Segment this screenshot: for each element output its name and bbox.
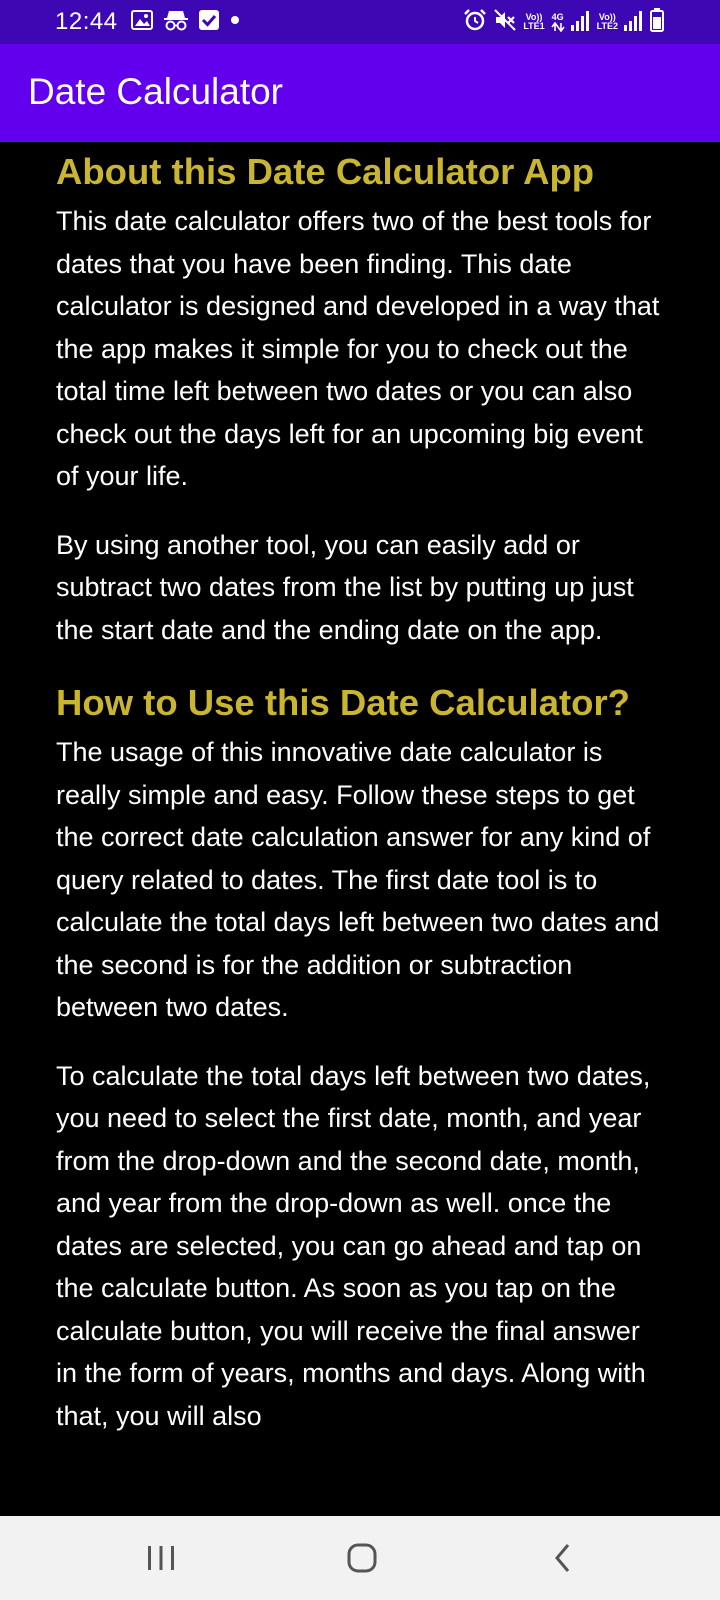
about-heading: About this Date Calculator App xyxy=(56,151,595,192)
signal-icon xyxy=(571,9,591,36)
status-right-icons xyxy=(463,8,664,36)
home-icon xyxy=(346,1543,378,1573)
sim2-bottom-label: LTE2 xyxy=(596,21,618,31)
back-button[interactable] xyxy=(533,1534,593,1582)
volte-lte1-icon xyxy=(523,13,544,31)
howto-paragraph-1: The usage of this innovative date calculator is really simple and easy. Follow these steps to get the correct date calculation answer for any kind of query related to dates. The first date tool is to calculate the total days left between two dates and the second is for the addition or subtraction between two dates. xyxy=(56,737,660,1022)
about-paragraph-2: By using another tool, you can easily add or subtract two dates from the list by putting up just the start date and the ending date on the app. xyxy=(56,529,634,645)
mute-icon xyxy=(493,8,517,37)
scroll-content[interactable] xyxy=(0,142,720,1516)
checkbox-icon xyxy=(199,10,219,35)
battery-icon xyxy=(650,8,664,37)
content-body xyxy=(56,146,666,1437)
recents-icon xyxy=(146,1545,176,1571)
status-bar xyxy=(0,0,720,44)
network-type-label: 4G xyxy=(551,11,564,22)
dot-icon xyxy=(229,13,241,31)
home-button[interactable] xyxy=(332,1534,392,1582)
4g-data-icon xyxy=(551,13,565,32)
volte-lte2-icon xyxy=(597,13,618,31)
back-icon xyxy=(552,1543,574,1573)
sim1-bottom-label: LTE1 xyxy=(523,21,545,31)
howto-paragraph-2: To calculate the total days left between two dates, you need to select the first date, month, and year from the drop-down and the second date, month, and year from the drop-down as well. once the dates are selected, you can go ahead and tap on the calculate button. As soon as you tap on the calculate button, you will receive the final answer in the form of years, months and days. Along with that, you will also xyxy=(56,1060,651,1431)
sim2-top-label: Vo)) xyxy=(598,12,616,22)
howto-heading: How to Use this Date Calculator? xyxy=(56,682,630,723)
alarm-icon xyxy=(463,8,487,37)
about-paragraph-1: This date calculator offers two of the best tools for dates that you have been finding. This date calculator is designed and developed in a way that the app makes it simple for you to check out the total time left between two dates or you can also check out the days left for an upcoming big event of your life. xyxy=(56,206,660,491)
app-bar xyxy=(0,44,720,142)
sim1-top-label: Vo)) xyxy=(525,12,543,22)
app-title: Date Calculator xyxy=(28,71,284,112)
status-time: 12:44 xyxy=(55,8,118,35)
signal-icon xyxy=(624,9,644,36)
recents-button[interactable] xyxy=(131,1534,191,1582)
navigation-bar xyxy=(0,1516,720,1600)
incognito-icon xyxy=(163,9,189,36)
status-left-icons xyxy=(131,8,241,36)
gallery-icon xyxy=(131,10,153,35)
